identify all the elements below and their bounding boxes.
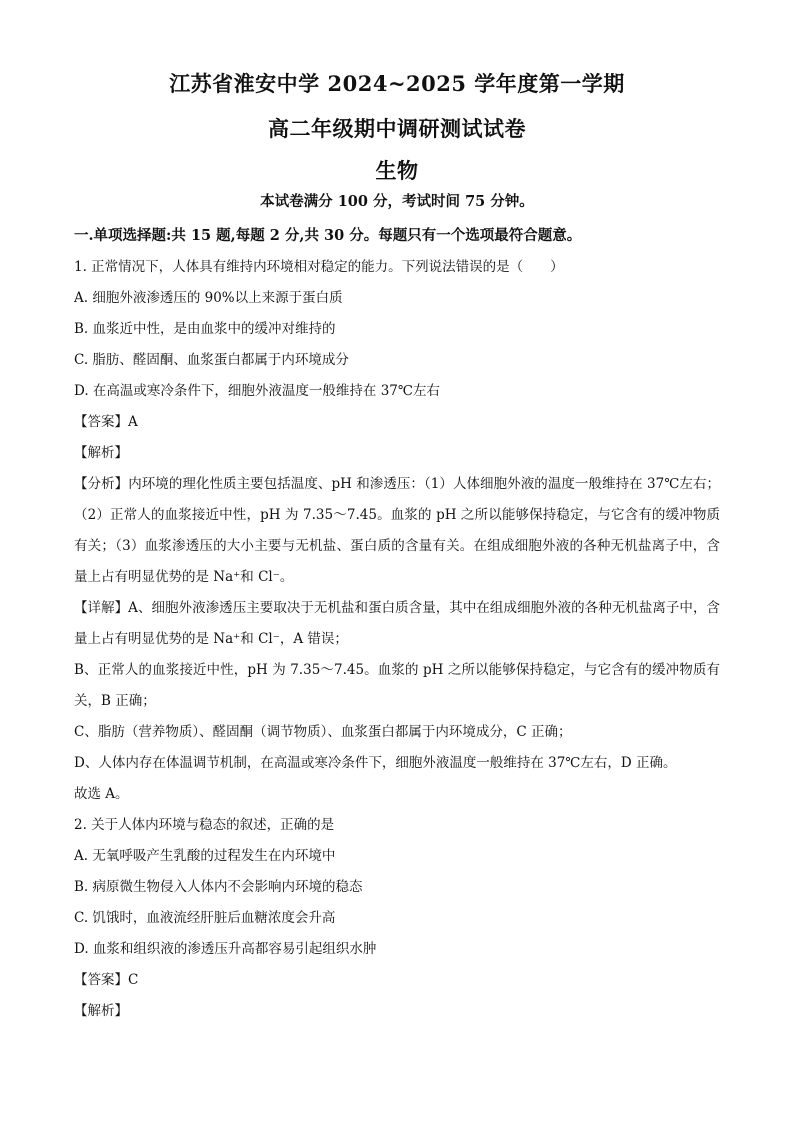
q1-xiangjie-c: C、脂肪（营养物质）、醛固酮（调节物质）、血浆蛋白都属于内环境成分，C 正确； — [74, 724, 572, 740]
fenxi-label: 【分析】 — [74, 476, 129, 492]
q1-xiangjie-a — [74, 593, 720, 655]
question-body — [74, 252, 720, 1027]
q1-answer — [74, 407, 720, 438]
q1-stem: 1. 正常情况下，人体具有维持内环境相对稳定的能力。下列说法错误的是（ ） — [74, 259, 564, 275]
q2-stem: 2. 关于人体内环境与稳态的叙述，正确的是 — [74, 817, 335, 833]
answer-label: 【答案】 — [74, 414, 128, 430]
fenxi-text: 内环境的理化性质主要包括温度、pH 和渗透压：（1）人体细胞外液的温度一般维持在 37℃左右；（2）正常人的血浆接近中性，pH 为 7.35～7.45。血浆的 pH 之所以能够保持稳定，与它含有的缓冲物质有关；（3）血浆渗透压的大小主要与无机盐、蛋白质的含量有关。在组成细胞外液的各种无机盐离子中，含量上占有明显优势的是 Na⁺和 Cl⁻。 — [74, 476, 720, 585]
q1-option-c: C. 脂肪、醛固酮、血浆蛋白都属于内环境成分 — [74, 352, 349, 368]
answer-value: A — [128, 414, 138, 430]
answer-label: 【答案】 — [74, 972, 128, 988]
answer-value: C — [128, 972, 139, 988]
q1-analysis-label: 【解析】 — [74, 445, 128, 461]
exam-title-subject: 生物 — [375, 158, 419, 183]
q2-option-a: A. 无氧呼吸产生乳酸的过程发生在内环境中 — [74, 848, 336, 864]
q1-xiangjie-d: D、人体内存在体温调节机制，在高温或寒冷条件下，细胞外液温度一般维持在 37℃左右，D 正确。 — [74, 755, 677, 771]
q1-option-b: B. 血浆近中性，是由血浆中的缓冲对维持的 — [74, 321, 336, 337]
xiangjie-a-text: A、细胞外液渗透压主要取决于无机盐和蛋白质含量，其中在组成细胞外液的各种无机盐离子中，含量上占有明显优势的是 Na⁺和 Cl⁻，A 错误； — [74, 600, 721, 647]
q2-analysis-label: 【解析】 — [74, 1003, 128, 1019]
q2-option-b: B. 病原微生物侵入人体内不会影响内环境的稳态 — [74, 879, 363, 895]
q1-xiangjie-b: B、正常人的血浆接近中性，pH 为 7.35～7.45。血浆的 pH 之所以能够保持稳定，与它含有的缓冲物质有关，B 正确； — [74, 662, 720, 709]
q2-option-c: C. 饥饿时，血液流经肝脏后血糖浓度会升高 — [74, 910, 336, 926]
q2-answer — [74, 965, 720, 996]
xiangjie-label: 【详解】 — [74, 600, 129, 616]
section-title: 一.单项选择题:共 15 题,每题 2 分,共 30 分。每题只有一个选项最符合题意。 — [74, 227, 582, 244]
exam-title-grade: 高二年级期中调研测试试卷 — [268, 116, 526, 141]
q1-option-d: D. 在高温或寒冷条件下，细胞外液温度一般维持在 37℃左右 — [74, 383, 440, 399]
q1-option-a: A. 细胞外液渗透压的 90%以上来源于蛋白质 — [74, 290, 343, 306]
q2-option-d: D. 血浆和组织液的渗透压升高都容易引起组织水肿 — [74, 941, 377, 957]
exam-note: 本试卷满分 100 分，考试时间 75 分钟。 — [260, 193, 534, 210]
exam-title-school: 江苏省淮安中学 2024~2025 学年度第一学期 — [169, 71, 625, 96]
q1-fenxi — [74, 469, 720, 593]
q1-conclusion: 故选 A。 — [74, 786, 129, 802]
